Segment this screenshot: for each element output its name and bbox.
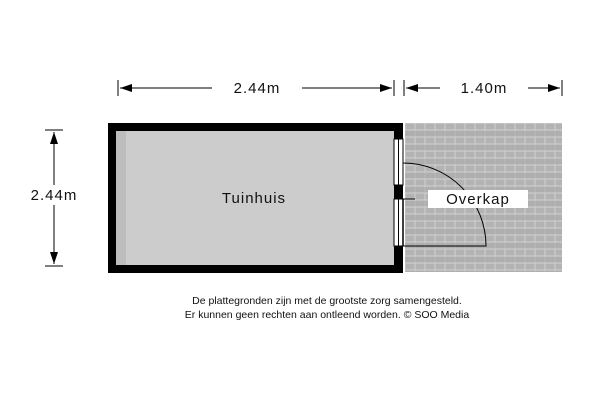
- dimension-top-right-label: 1.40m: [460, 80, 508, 97]
- room-label-overkap: Overkap: [446, 191, 510, 208]
- room-label-tuinhuis: Tuinhuis: [221, 190, 287, 207]
- dimension-top-left-label: 2.44m: [233, 80, 281, 97]
- disclaimer-line-2: Er kunnen geen rechten aan ontleend worden. © SOO Media: [184, 309, 470, 321]
- dimension-left-label: 2.44m: [30, 187, 78, 204]
- window: [394, 139, 403, 185]
- tuinhuis-floor-shade: [116, 131, 126, 265]
- disclaimer-line-1: De plattegronden zijn met de grootste zorg samengesteld.: [192, 295, 462, 307]
